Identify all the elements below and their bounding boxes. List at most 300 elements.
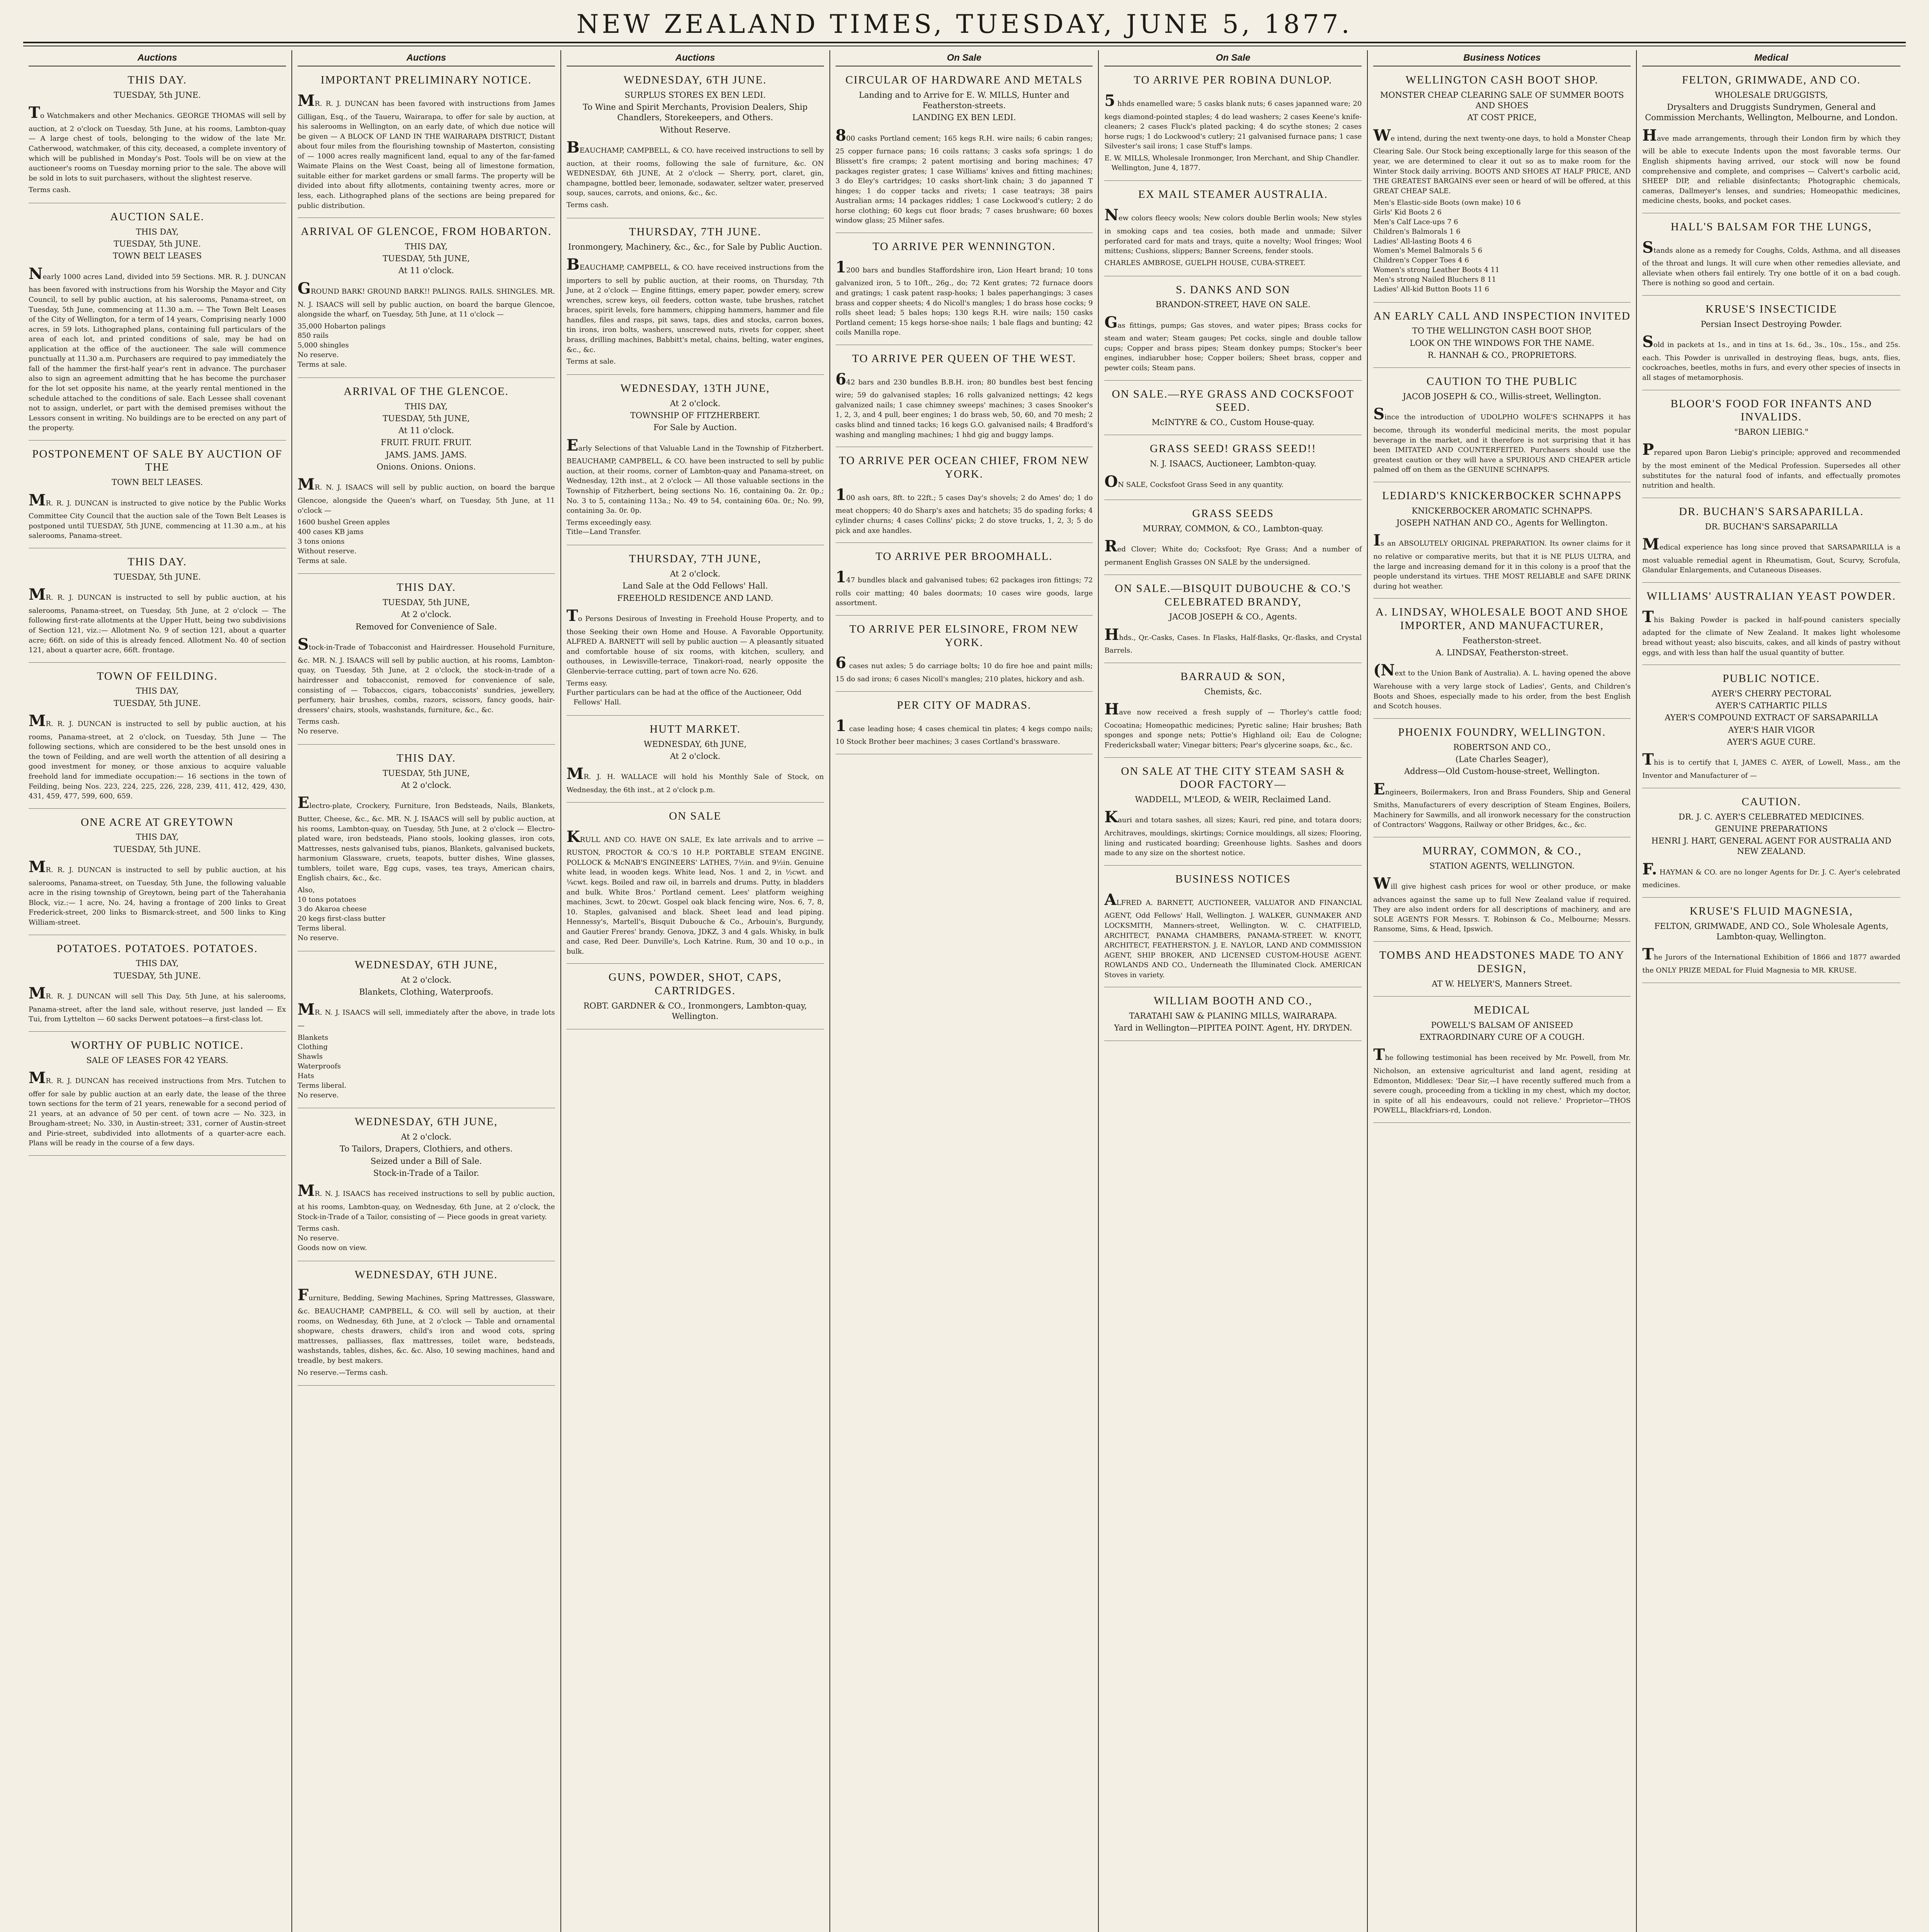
column-head: On Sale [1104,50,1362,66]
ad-title: PUBLIC NOTICE. [1723,672,1820,685]
ad-list [1104,259,1362,268]
ad-body: BEAUCHAMP, CAMPBELL, & CO. have received instructions to sell by auction, at their rooms, following the sale of furniture, &c. ON WEDNESDAY, 6th JUNE, At 2 o'clock — Sherry, port, claret, gin, champagne, bottled beer, lemonade, sodawater, seltzer water, preserved soup, sauces, carrots, and onions, &c., &c. [566,138,824,197]
column-head: Auctions [29,50,286,66]
advertisement [836,71,1093,233]
ad-title: TOMBS AND HEADSTONES MADE TO ANY DESIGN, [1379,949,1625,975]
ad-body: The following testimonial has been received by Mr. Powell, from Mr. Nicholson, an extensive agriculturist and land agent, residing at Edmonton, Middlesex: 'Dear Sir,—I have recently suffered much from a severe cough, proceeding from a tickling in my chest, which my doctor, in spite of all his endeavours, could not relieve.' Proprietor—THOS POWELL, Blackfriars-rd, London. [1373,1046,1631,1115]
ad-subheading: At 2 o'clock. [670,398,720,408]
ad-body: 1200 bars and bundles Staffordshire iron, Lion Heart brand; 10 tons galvanized iron, 5 to 10ft., 26g., do; 72 Kent grates; 72 furnace doors and gratings; 1 cask patent rasp-hooks; 1 bales paperhangings; 3 cases brass and copper sheets; 4 do Nicoll's mangles; 1 do brass hose cocks; 9 rolls sheet lead; 5 bales hops; 130 kegs R.H. wire nails; 150 casks Portland cement; 15 kegs horse-shoe nails; 1 bale flags and bunting; 42 coils Manilla rope. [835,258,1093,337]
ad-body: MR. J. H. WALLACE will hold his Monthly Sale of Stock, on Wednesday, the 6th inst., at 2 o'clock p.m. [566,765,824,794]
ad-title: CAUTION. [1742,795,1801,808]
ad-list [29,185,286,195]
ad-subheading: Persian Insect Destroying Powder. [1701,319,1842,329]
advertisement [1104,440,1362,500]
advertisement [1104,992,1362,1041]
ad-subheading: TOWNSHIP OF FITZHERBERT. [630,410,760,420]
ad-subheading: Chemists, &c. [1204,687,1262,696]
ad-subheading: At 2 o'clock. [401,780,452,790]
advertisement [1373,71,1631,303]
advertisement [1373,603,1631,719]
ad-title: TO ARRIVE PER WENNINGTON. [872,240,1056,253]
advertisement [567,720,824,803]
ad-subheading: TUESDAY, 5th JUNE. [114,698,201,708]
ad-list-item: Terms at sale. [297,556,347,565]
column-3 [561,50,830,1932]
ad-subheading: TUESDAY, 5th JUNE, [383,598,470,607]
ad-subheading: WADDELL, M'LEOD, & WEIR, Reclaimed Land. [1135,795,1331,804]
advertisement [29,940,286,1032]
ad-subheading: Yard in Wellington—PIPITEA POINT. Agent, HY. DRYDEN. [1114,1023,1352,1033]
ad-list-item: No reserve. [297,351,339,359]
ad-body: New colors fleecy wools; New colors double Berlin wools; New styles in smoking caps and tea cosies, both made and unmade; Silver perforated card for mats and trays, quite a novelty; Wool fringes; Wool mittens; Cushions, slippers; Banner Screens, fender stools. [1104,206,1362,255]
ad-title: EX MAIL STEAMER AUSTRALIA. [1138,188,1328,201]
ad-title: WELLINGTON CASH BOOT SHOP. [1405,74,1599,86]
column-head: On Sale [836,50,1093,66]
ad-title: WEDNESDAY, 6TH JUNE, [354,958,498,971]
ad-subheading: MURRAY, COMMON, & CO., Lambton-quay. [1142,524,1324,534]
advertisement [1104,385,1362,435]
ad-subheading: TARATAHI SAW & PLANING MILLS, WAIRARAPA. [1129,1011,1337,1021]
ad-subheading: TUESDAY, 5th JUNE. [114,971,201,980]
ad-list [1373,198,1631,294]
advertisement [29,813,286,935]
ad-title: POTATOES. POTATOES. POTATOES. [56,942,258,955]
ad-body: Since the introduction of UDOLPHO WOLFE'S SCHNAPPS it has become, through its wonderful medicinal merits, the most popular beverage in the market, and it therefore is not surprising that it has been IMITATED AND COUNTERFEITED. Purchasers should use the greatest caution or they will have a SPURIOUS AND CHEAPER article palmed off on them as the GENUINE SCHNAPPS. [1373,405,1631,474]
ad-list-item: Men's Calf Lace-ups 7 6 [1373,218,1458,226]
column-head: Medical [1642,50,1900,66]
ad-subheading: EXTRAORDINARY CURE OF A COUGH. [1419,1032,1585,1042]
ad-list-item: No reserve. [297,934,339,942]
ad-body: MR. R. J. DUNCAN has received instructions from Mrs. Tutchen to offer for sale by public auction at an early date, the lease of the three town sections for the term of 21 years, renewable for a second period of 21 years, at an advance of 50 per cent. of town acre — No. 323, in Brougham-street; No. 330, in Austin-street; 331, corner of Austin-street and Pirie-street, subdivided into allotments of a quarter-acre each. Plans will be ready in the course of a few days. [29,1068,286,1148]
advertisement [29,445,286,548]
ad-list-item: 3 do Akaroa cheese [297,905,367,913]
advertisement [298,749,555,951]
ad-title: BUSINESS NOTICES [1175,872,1291,885]
ad-body: MR. R. J. DUNCAN will sell This Day, 5th June, at his salerooms, Panama-street, after the land sale, without reserve, just landed — Ex Tui, from Lyttelton — 60 sacks Derwent potatoes—a first-class lot. [29,984,286,1024]
ad-subheading: JOSEPH NATHAN AND CO., Agents for Wellington. [1396,518,1608,527]
ad-title: TO ARRIVE PER QUEEN OF THE WEST. [852,352,1076,365]
ad-list [567,679,824,707]
ad-body: 6 cases nut axles; 5 do carriage bolts; 10 do fire hoe and paint mills; 15 do sad irons; 6 cases Nicoll's mangles; 210 plates, hickory and ash. [835,654,1093,684]
ad-subheading: WHOLESALE DRUGGISTS, [1714,90,1828,100]
ad-list-item: Goods now on view. [297,1243,367,1252]
ad-body: 147 bundles black and galvanised tubes; 62 packages iron fittings; 72 rolls coir matting; 40 bales doormats; 10 cases wire goods, large assortment. [835,568,1093,607]
ad-body: Prepared upon Baron Liebig's principle; approved and recommended by the most eminent of the Medical Profession. Supersedes all other substitutes for the natural food of infants, and effectually promotes nutrition and health. [1642,440,1901,490]
ad-list [298,717,555,736]
advertisement [1373,307,1631,368]
ad-body: 5 hhds enamelled ware; 5 casks blank nuts; 6 cases japanned ware; 20 kegs diamond-pointed staples; 4 do lead washers; 2 cases Keene's knife-cleaners; 2 cases Fluck's plated packing; 4 do scythe stones; 2 cases horse rugs; 1 do Lockwood's cutlery; 21 galvanised furnace pans; 1 case Silvester's sail irons; 1 case Stuff's lamps. [1104,91,1362,151]
ad-list-item: Terms cash. [29,186,71,194]
ad-list-item: Clothing [297,1043,328,1051]
ad-subheading: McINTYRE & CO., Custom House-quay. [1151,418,1314,427]
ad-body: To Watchmakers and other Mechanics. GEORGE THOMAS will sell by auction, at 2 o'clock on Tuesday, 5th June, at his rooms, Lambton-quay — A large chest of tools, belonging to the widow of the late Mr. Catherwood, watchmaker, of this city, deceased, a complete inventory of which will be published in Monday's Post. Tools will be on view at the auctioneer's rooms on Tuesday morning prior to the sale. The above will be sold in lots to suit purchasers, without the slightest reserve. [29,104,286,182]
ad-list-item: Waterproofs [297,1062,341,1071]
advertisement [567,807,824,964]
columns [23,50,1906,1932]
ad-list-item: Terms cash. [297,718,340,726]
ad-title: MURRAY, COMMON, & CO., [1422,844,1582,857]
ad-list-item: Hats [297,1071,314,1080]
ad-title: ON SALE [669,810,722,822]
ad-subheading: THIS DAY, [136,832,179,842]
ad-body: Have now received a fresh supply of — Thorley's cattle food; Cocoatina; Homeopathic medicines; Pyretic saline; Hair brushes; Bath sponges and sponge nets; Pottie's Highland oil; Eau de Cologne; Fredericksball water; Vinegar bitters; Pear's glycerine soaps, &c., &c. [1104,700,1362,750]
ad-subheading: Land Sale at the Odd Fellows' Hall. [622,581,768,591]
masthead: NEW ZEALAND TIMES, TUESDAY, JUNE 5, 1877. [576,9,1353,39]
ad-list-item: Terms exceedingly easy. [566,518,652,527]
ad-body: Have made arrangements, through their London firm by which they will be able to execute Indents upon the most favorable terms. Our English shipments having arrived, our stock will now be found comprehensive and complete, and comprises — Calvert's carbolic acid, SHEEP DIP, and reliable disinfectants; Photographic chemicals, cameras, Dallmeyer's lenses, and sundries; Homeopathic medicines, medicine chests, books, and pocket cases. [1642,126,1901,205]
ad-list-item: Blankets [297,1033,329,1042]
ad-list-item: 850 rails [297,332,329,340]
ad-list-item: Terms at sale. [297,360,347,369]
ad-title: TO ARRIVE PER BROOMHALL. [875,550,1053,563]
ad-subheading: Address—Old Custom-house-street, Wellington. [1404,767,1600,776]
ad-body: Will give highest cash prices for wool or other produce, or make advances against the same up to full New Zealand value if required. They are also indent orders for all descriptions of machinery, and are SOLE AGENTS FOR Messrs. T. Robinson & Co., Melbourne; Messrs. Ransome, Sims, & Head, Ipswich. [1373,874,1631,934]
ad-body: MR. R. J. DUNCAN is instructed to sell by public auction, at his rooms, Panama-street, at 2 o'clock, on Tuesday, 5th June — The following sections, which are considered to be the best unsold ones in the town of Feilding, and are well worth the attention of all desiring a good investment for money, or those anxious to acquire valuable freehold land for immediate occupation:— 16 sections in the town of Feilding, being Nos. 223, 224, 225, 226, 228, 239, 411, 412, 429, 430, 431, 459, 477, 599, 600, 659. [29,712,286,801]
ad-subheading: ROBT. GARDNER & CO., Ironmongers, Lambton-quay, Wellington. [583,1001,807,1021]
ad-subheading: DR. BUCHAN'S SARSAPARILLA [1705,522,1838,531]
ad-title: THURSDAY, 7TH JUNE. [629,225,761,238]
ad-title: GUNS, POWDER, SHOT, CAPS, CARTRIDGES. [608,971,782,997]
ad-title: DR. BUCHAN'S SARSAPARILLA. [1679,505,1864,518]
advertisement [298,578,555,744]
ad-subheading: TOWN BELT LEASES [112,251,202,261]
ad-subheading: Drysalters and Druggists Sundrymen, General and Commission Merchants, Wellington, Melbourne, and London. [1645,102,1898,122]
ad-list-item: 400 cases KB jams [297,528,364,536]
ad-title: PHOENIX FOUNDRY, WELLINGTON. [1398,726,1606,738]
ad-subheading: TUESDAY, 5th JUNE, [383,254,470,264]
advertisement [567,223,824,375]
ad-title: TO ARRIVE PER OCEAN CHIEF, FROM NEW YORK. [839,454,1090,480]
ad-subheading: AT COST PRICE, [1467,113,1537,122]
ad-subheading: STATION AGENTS, WELLINGTON. [1429,861,1575,871]
ad-subheading: A. LINDSAY, Featherston-street. [1435,648,1569,658]
ad-subheading: THIS DAY, [136,959,179,968]
advertisement [1642,670,1900,788]
ad-subheading: ROBERTSON AND CO., [1453,742,1551,752]
ad-list [567,201,824,210]
ad-title: THIS DAY. [128,74,187,86]
ad-subheading: THIS DAY, [405,242,448,251]
ad-list-item: Further particulars can be had at the office of the Auctioneer, Odd Fellows' Hall. [566,689,802,707]
ad-list-item: No reserve. [297,1234,339,1243]
ad-title: HUTT MARKET. [649,723,741,736]
advertisement [29,667,286,809]
ad-subheading: AYER'S CHERRY PECTORAL [1711,689,1831,698]
ad-subheading: Ironmongery, Machinery, &c., &c., for Sale by Public Auction. [568,242,822,252]
advertisement [29,1036,286,1156]
ad-body: The Jurors of the International Exhibition of 1866 and 1877 awarded the ONLY PRIZE MEDAL for Fluid Magnesia to MR. KRUSE. [1642,945,1901,975]
ad-title: THURSDAY, 7TH JUNE, [629,553,761,565]
ad-subheading: LOOK ON THE WINDOWS FOR THE NAME. [1410,338,1595,348]
ad-body: MR. R. J. DUNCAN has been favored with instructions from James Gilligan, Esq., of the Taueru, Wairarapa, to offer for sale by auction, at his salerooms in Wellington, on an early date, of which due notice will be given — A BLOCK OF LAND IN THE WAIRARAPA DISTRICT, Distant about four miles from the flourishing township of Masterton, consisting of — 1000 acres really magnificent land, equal to any of the far-famed Waimate Plains on the West Coast, being all of limestone formation, suitable either for market gardens or small farms. The property will be divided into about fifty allotments, containing twenty acres, more or less, each. Lithographed plans of the sections are being prepared for public distribution. [297,91,555,210]
ad-list [298,886,555,943]
ad-subheading: AT W. HELYER'S, Manners Street. [1432,979,1573,988]
ad-subheading: AYER'S HAIR VIGOR [1728,725,1815,735]
ad-subheading: JACOB JOSEPH & CO., Agents. [1169,612,1297,622]
advertisement [836,350,1093,447]
ad-title: WILLIAM BOOTH AND CO., [1154,995,1313,1007]
ad-body: ON SALE, Cocksfoot Grass Seed in any quantity. [1104,472,1284,491]
advertisement [1642,503,1900,583]
ad-body: Hhds., Qr.-Casks, Cases. In Flasks, Half-flasks, Qr.-flasks, and Crystal Barrels. [1104,625,1362,655]
ad-subheading: To Wine and Spirit Merchants, Provision Dealers, Ship Chandlers, Storekeepers, and Others. [582,102,808,122]
ad-body: Is an ABSOLUTELY ORIGINAL PREPARATION. Its owner claims for it no relative or comparative merits, but that it is NE PLUS ULTRA, and the large and increasing demand for it in this colony is a proof that the people understand its virtues. THE MOST RELIABLE and SAFE DRINK during hot weather. [1373,531,1631,590]
ad-list-item: Men's strong Nailed Bluchers 8 11 [1373,275,1497,284]
advertisement [1642,300,1900,390]
ad-subheading: LANDING EX BEN LEDI. [912,113,1016,122]
column-6 [1368,50,1637,1932]
ad-subheading: Featherston-street. [1462,636,1542,645]
ad-body: Medical experience has long since proved that SARSAPARILLA is a most valuable remedial agent in Rheumatism, Gout, Scurvy, Scrofula, Glandular Enlargements, and Cutaneous Diseases. [1642,535,1901,575]
advertisement [1373,372,1631,482]
ad-list-item: 20 kegs first-class butter [297,915,386,923]
ad-list-item: Girls' Kid Boots 2 6 [1373,208,1442,217]
ad-subheading: AYER'S COMPOUND EXTRACT OF SARSAPARILLA [1665,713,1878,723]
ad-subheading: Seized under a Bill of Sale. [370,1156,482,1166]
advertisement [29,208,286,440]
ad-list-item: Children's Copper Toes 4 6 [1373,256,1469,265]
ad-subheading: GENUINE PREPARATIONS [1715,824,1828,833]
advertisement [1104,281,1362,381]
column-4 [830,50,1099,1932]
advertisement [1104,668,1362,758]
ad-list-item: Terms liberal. [297,1081,347,1090]
ad-title: WEDNESDAY, 6TH JUNE, [354,1116,498,1128]
ad-list-item: Shawls [297,1053,323,1061]
ad-title: IMPORTANT PRELIMINARY NOTICE. [320,74,532,86]
ad-list-item: 1600 bushel Green apples [297,518,390,527]
ad-list-item: 3 tons onions [297,537,345,546]
ad-title: WORTHY OF PUBLIC NOTICE. [70,1039,244,1051]
ad-list-item: 35,000 Hobarton palings [297,322,386,330]
ad-subheading: (Late Charles Seager), [1455,754,1549,764]
advertisement [1104,185,1362,276]
ad-list [298,1224,555,1253]
ad-list [298,322,555,370]
ad-title: FELTON, GRIMWADE, AND CO. [1682,74,1861,86]
ad-title: TO ARRIVE PER ROBINA DUNLOP. [1134,74,1333,86]
ad-subheading: Onions. Onions. Onions. [376,462,476,472]
ad-subheading: At 2 o'clock. [401,610,452,619]
advertisement [1642,902,1900,983]
ad-title: AUCTION SALE. [110,211,204,223]
ad-subheading: At 11 o'clock. [398,426,454,435]
ad-list-item: Terms liberal. [297,924,347,933]
ad-subheading: POWELL'S BALSAM OF ANISEED [1431,1020,1573,1030]
advertisement [1104,505,1362,575]
ad-subheading: At 2 o'clock. [401,975,452,985]
ad-body: Furniture, Bedding, Sewing Machines, Spring Mattresses, Glassware, &c. BEAUCHAMP, CAMPBELL, & CO. will sell by auction, at their rooms, on Wednesday, 6th June, at 2 o'clock — Table and ornamental shopware, chests drawers, child's iron and wood cots, spring mattresses, palliasses, flax mattresses, toilet ware, bedsteads, washstands, tables, dishes, &c. &c. Also, 10 sewing machines, hand and treadle, by best makers. [297,1286,555,1365]
ad-title: WEDNESDAY, 13TH JUNE, [620,382,770,395]
ad-title: WILLIAMS' AUSTRALIAN YEAST POWDER. [1646,590,1896,602]
ad-list-item: Ladies' All-lasting Boots 4 6 [1373,237,1472,245]
advertisement [567,550,824,716]
ad-title: CAUTION TO THE PUBLIC [1426,375,1578,388]
ad-body: We intend, during the next twenty-one days, to hold a Monster Cheap Clearing Sale. Our Stock being exceptionally large for this season of the year, we are determined to clear it out so as to make room for the Winter Stock daily arriving. BOOTS AND SHOES AT HALF PRICE, AND THE GREATEST BARGAINS ever seen or heard of will be offered, at this GREAT CHEAP SALE. [1373,126,1631,195]
ad-list-item: Men's Elastic-side Boots (own make) 10 6 [1373,199,1521,207]
advertisement [1373,842,1631,942]
advertisement [1642,793,1900,898]
ad-subheading: SURPLUS STORES EX BEN LEDI. [625,90,766,100]
ad-list-item: Terms at sale. [566,357,616,366]
ad-title: ON SALE.—RYE GRASS AND COCKSFOOT SEED. [1112,388,1354,414]
advertisement [1373,1001,1631,1123]
masthead-rule [23,42,1906,43]
ad-title: CIRCULAR OF HARDWARE AND METALS [845,74,1083,86]
ad-subheading: WEDNESDAY, 6th JUNE, [644,739,747,749]
ad-list-item: Terms cash. [297,1225,340,1233]
advertisement [836,452,1093,543]
ad-title: BARRAUD & SON, [1180,670,1286,683]
ad-list-item: CHARLES AMBROSE, GUELPH HOUSE, CUBA-STREET. [1104,259,1306,267]
ad-list [1104,154,1362,173]
ad-body: Nearly 1000 acres Land, divided into 59 Sections. MR. R. J. DUNCAN has been favored with instructions from his Worship the Mayor and City Council, to sell by public auction, at his salerooms, Panama-street, on Tuesday, 5th June, commencing at 11.30 a.m. — The Town Belt Leases of the City of Wellington, for a term of 14 years, Comprising nearly 1000 acres, in 59 lots. Lithographed plans, containing full particulars of the area of each lot, and printed conditions of sale, may be had on application at the office of the auctioneer. The sale will commence punctually at 11.30 a.m. Purchasers are required to pay immediately the fall of the hammer the first-half year's rent in advance. The purchaser also to sign an agreement admitting that he has become the purchaser for the lot set opposite his name, at the yearly rental mentioned in the schedule attached to the conditions of sale. Each Lessee shall covenant not to assign, underlet, or part with the demised premises without the Lessors consent in writing. No buildings are to be erected on any part of the property. [29,264,286,432]
ad-list-item: Women's Memel Balmorals 5 6 [1373,247,1483,255]
ad-body: Stock-in-Trade of Tobacconist and Hairdresser. Household Furniture, &c. MR. N. J. ISAACS will sell by public auction, at his rooms, Lambton-quay, on Tuesday, 5th June, at 2 o'clock, the stock-in-trade of a hairdresser and tobacconist, removed for convenience of sale, consisting of — Tobaccos, cigars, tobacconists' sundries, jewellery, perfumery, hair brushes, combs, razors, scissors, fancy goods, hair-dressers' chairs, stools, washstands, furniture, &c., &c. [297,635,555,714]
ad-title: KRUSE'S INSECTICIDE [1705,303,1837,315]
advertisement [1642,218,1900,296]
ad-title: THIS DAY. [397,581,456,594]
ad-body: Stands alone as a remedy for Coughs, Colds, Asthma, and all diseases of the throat and lungs. It will cure when other remedies alleviate, and alleviate when others fail entirely. Try one bottle of it on a bad cough. There is nothing so good and certain. [1642,238,1901,287]
ad-subheading: TUESDAY, 5th JUNE. [114,239,201,249]
ad-body: GROUND BARK! GROUND BARK!! PALINGS. RAILS. SHINGLES. MR. N. J. ISAACS will sell by public auction, on board the barque Glencoe, alongside the wharf, on Tuesday, 5th June, at 11 o'clock — [297,279,555,319]
ad-list [298,1033,555,1100]
ad-subheading: TOWN BELT LEASES. [111,478,203,487]
ad-subheading: R. HANNAH & CO., PROPRIETORS. [1427,350,1577,360]
advertisement [1373,487,1631,599]
ad-title: GRASS SEED! GRASS SEED!! [1150,442,1316,455]
advertisement [298,223,555,378]
ad-subheading: FELTON, GRIMWADE, AND CO., Sole Wholesale Agents, Lambton-quay, Wellington. [1654,921,1888,942]
ad-subheading: TO THE WELLINGTON CASH BOOT SHOP, [1412,326,1592,336]
ad-subheading: For Sale by Auction. [653,423,737,432]
advertisement [298,956,555,1109]
advertisement [567,379,824,545]
column-1 [23,50,292,1932]
ad-subheading: AYER'S CATHARTIC PILLS [1715,701,1827,711]
ad-subheading: FRUIT. FRUIT. FRUIT. [381,438,472,447]
ad-body: MR. N. J. ISAACS will sell by public auction, on board the barque Glencoe, alongside the Queen's wharf, on Tuesday, 5th June, at 11 o'clock — [297,475,555,515]
ad-body: Electro-plate, Crockery, Furniture, Iron Bedsteads, Nails, Blankets, Butter, Cheese, &c., &c. MR. N. J. ISAACS will sell by public auction, at his rooms, Lambton-quay, on Tuesday, 5th June, at 2 o'clock — Electro-plated ware, iron bedsteads, Piano stools, looking glasses, iron cots, Mattresses, nests galvanised tubs, pianos, Blankets, galvanised buckets, harmonium Glassware, cruets, teapots, butter dishes, Wine glasses, tumblers, toilet ware, Egg cups, vases, tea trays, American chairs, English chairs, &c., &c. [297,794,555,883]
ad-body: MR. N. J. ISAACS will sell, immediately after the above, in trade lots — [297,1000,555,1030]
ad-title: BLOOR'S FOOD FOR INFANTS AND INVALIDS. [1670,397,1872,423]
ad-list-item: No reserve.—Terms cash. [297,1368,388,1377]
ad-body: This Baking Powder is packed in half-pound canisters specially adapted for the climate of New Zealand. It makes light wholesome bread without yeast; also biscuits, cakes, and all kinds of pastry without eggs, and with less than half the usual quantity of butter. [1642,607,1901,657]
ad-title: A. LINDSAY, WHOLESALE BOOT AND SHOE IMPORTER, AND MANUFACTURER, [1375,606,1629,632]
ad-title: TOWN OF FEILDING. [97,670,218,682]
ad-body: Sold in packets at 1s., and in tins at 1s. 6d., 3s., 10s., 15s., and 25s. each. This Powder is unrivalled in destroying fleas, bugs, ants, flies, cockroaches, beetles, moths in furs, and every other species of insects in all stages of metamorphosis. [1642,333,1901,382]
ad-subheading: THIS DAY, [136,686,179,696]
ad-title: GRASS SEEDS [1192,507,1274,520]
ad-title: ON SALE AT THE CITY STEAM SASH & DOOR FACTORY— [1121,765,1345,791]
ad-subheading: DR. J. C. AYER'S CELEBRATED MEDICINES. [1679,812,1864,821]
ad-body: MR. R. J. DUNCAN is instructed to give notice by the Public Works Committee City Council that the auction sale of the Town Belt Leases is postponed until TUESDAY, 5th JUNE, commencing at 11.30 a.m., at his salerooms, Panama-street. [29,491,286,540]
ad-title: ARRIVAL OF GLENCOE, FROM HOBARTON. [301,225,552,238]
ad-subheading: TUESDAY, 5th JUNE. [114,844,201,854]
ad-subheading: JACOB JOSEPH & CO., Willis-street, Wellington. [1403,391,1601,401]
ad-body: (Next to the Union Bank of Australia). A. L. having opened the above Warehouse with a very large stock of Ladies', Gents, and Children's Boots and Shoes, especially made to his order, from the best English and Scotch houses. [1373,661,1631,711]
column-5 [1099,50,1368,1932]
ad-subheading: At 2 o'clock. [670,569,720,579]
ad-body: 100 ash oars, 8ft. to 22ft.; 5 cases Day's shovels; 2 do Ames' do; 1 do meat choppers; 40 do Sharp's axes and hatchets; 35 do spading forks; 4 cylinder churns; 4 cases Collins' picks; 2 do stove trucks, 1, 2, 3; 5 do pick and axe handles. [835,485,1093,535]
ad-title: ON SALE.—BISQUIT DUBOUCHE & CO.'S CELEBRATED BRANDY, [1115,582,1352,608]
ad-body: MR. N. J. ISAACS has received instructions to sell by public auction, at his rooms, Lambton-quay, on Wednesday, 6th June, at 2 o'clock, the Stock-in-Trade of a Tailor, consisting of — Piece goods in great variety. [297,1182,555,1221]
ad-title: PER CITY OF MADRAS. [897,699,1032,711]
ad-body: Red Clover; White do; Cocksfoot; Rye Grass; And a number of permanent English Grasses ON SALE by the undersigned. [1104,537,1362,567]
advertisement [1104,580,1362,663]
ad-subheading: Landing and to Arrive for E. W. MILLS, Hunter and Featherston-streets. [859,90,1069,111]
advertisement [298,383,555,574]
ad-subheading: THIS DAY, [405,401,448,411]
ad-title: S. DANKS AND SON [1176,283,1291,296]
ad-list-item: Terms easy. [566,679,608,687]
ad-subheading: TUESDAY, 5th JUNE, [383,413,470,423]
ad-title: ARRIVAL OF THE GLENCOE. [344,385,509,398]
column-head: Auctions [298,50,555,66]
ad-list-item: Terms cash. [566,201,609,209]
advertisement [298,1113,555,1261]
ad-title: WEDNESDAY, 6TH JUNE. [354,1268,498,1281]
ad-subheading: TUESDAY, 5th JUNE. [114,572,201,582]
ad-body: 1 case leading hose; 4 cases chemical tin plates; 4 kegs compo nails; 10 Stock Brother beer machines; 3 cases Cortland's brassware. [835,716,1093,746]
ad-subheading: TUESDAY, 5th JUNE, [383,768,470,778]
ad-list-item: 5,000 shingles [297,341,349,350]
ad-title: AN EARLY CALL AND INSPECTION INVITED [1373,310,1631,322]
ad-body: BEAUCHAMP, CAMPBELL, & CO. have received instructions from the importers to sell by public auction, at their rooms, on Thursday, 7th June, at 2 o'clock — Engine fittings, emery paper, powder emery, screw wrenches, screw keys, oil feeders, cotton waste, tube brushes, ratchet braces, spirit levels, fore hammers, chipping hammers, hammer and file handles, files and rasps, pit saws, taps, dies and stocks, carron boxes, tin irons, iron bolts, washers, unscrewed nuts, rivets for copper, sheet brass, drilling machines, Babbitt's metal, chains, belting, water engines, &c., &c. [566,255,824,354]
ad-list-item: Women's strong Leather Boots 4 11 [1373,266,1500,274]
ad-subheading: BRANDON-STREET, HAVE ON SALE. [1155,300,1311,310]
column-head: Business Notices [1373,50,1631,66]
advertisement [836,238,1093,345]
ad-body: F. HAYMAN & CO. are no longer Agents for Dr. J. C. Ayer's celebrated medicines. [1642,860,1901,889]
ad-list [567,357,824,367]
ad-list-item: Also, [297,886,315,894]
advertisement [836,548,1093,616]
advertisement [1373,723,1631,837]
ad-body: This is to certify that I, JAMES C. AYER, of Lowell, Mass., am the Inventor and Manufacturer of — [1642,750,1901,780]
ad-subheading: To Tailors, Drapers, Clothiers, and others. [339,1144,513,1154]
ad-body: ALFRED A. BARNETT, AUCTIONEER, VALUATOR AND FINANCIAL AGENT, Odd Fellows' Hall, Wellington. J. WALKER, GUNMAKER AND LOCKSMITH, Manners-street, Wellington. W. C. CHATFIELD, ARCHITECT, PANAMA CHAMBERS, PANAMA-STREET. W. KNOTT, ARCHITECT, FEATHERSTON. J. E. NAYLOR, LAND AND COMMISSION AGENT, SHIP BROKER, AND LICENSED CUSTOM-HOUSE AGENT. ROWLANDS AND CO., Underneath the Illuminated Clock. AMERICAN Stoves in variety. [1104,890,1362,979]
advertisement [1642,395,1900,498]
ad-body: Gas fittings, pumps; Gas stoves, and water pipes; Brass cocks for steam and water; Steam gauges; Pet cocks, single and double tallow cups; Copper and brass pipes; Steam donkey pumps; Stocker's beer engines, indiarubber hose; Copper boilers; Sheet brass, copper and pewter coils; Steam pans. [1104,313,1362,372]
ad-body: To Persons Desirous of Investing in Freehold House Property, and to those Seeking their own Home and House. A Favorable Opportunity. ALFRED A. BARNETT will sell by public auction — A pleasantly situated and comfortable house of six rooms, with kitchen, scullery, and outhouses, in Lewisville-terrace, Tinakori-road, nearly opposite the Glenbervie-terrace cutting, part of town acre No. 626. [566,607,824,675]
ad-subheading: N. J. ISAACS, Auctioneer, Lambton-quay. [1149,459,1316,469]
ad-subheading: HENRI J. HART, GENERAL AGENT FOR AUSTRALIA AND NEW ZEALAND. [1651,836,1892,856]
ad-subheading: Removed for Convenience of Sale. [355,622,497,631]
ad-subheading: Stock-in-Trade of a Tailor. [373,1168,479,1178]
ad-list [298,1368,555,1378]
ad-subheading: KNICKERBOCKER AROMATIC SCHNAPPS. [1411,506,1592,515]
ad-body: 642 bars and 230 bundles B.B.H. iron; 80 bundles best best fencing wire; 59 do galvanised staples; 16 rolls galvanized nettings; 42 kegs galvanized nails; 1 case chimney sweeps' machines; 3 cases Snooker's 1, 2, 3, and 4 pull, beer engines; 1 do brass web, 50, 60, and 70 mesh; 2 casks blind and tinned tacks; 16 kegs G.O. galvanised nails; 4 Bradford's washing and mangling machines; 1 hhd gig and buggy lamps. [835,370,1093,439]
ad-title: HALL'S BALSAM FOR THE LUNGS, [1670,220,1872,233]
ad-subheading: At 11 o'clock. [398,266,454,276]
ad-list-item: E. W. MILLS, Wholesale Ironmonger, Iron Merchant, and Ship Chandler. Wellington, June 4, 1877. [1104,154,1360,172]
ad-list [298,518,555,566]
advertisement [29,71,286,203]
ad-list-item: Without reserve. [297,547,357,555]
ad-body: Early Selections of that Valuable Land in the Township of Fitzherbert. BEAUCHAMP, CAMPBELL, & CO. have been instructed to sell by public auction, at their rooms, corner of Lambton-quay and Panama-street, on Wednesday, 12th inst., at 2 o'clock — All those valuable sections in the Township of Fitzherbert, being sections No. 16, containing 0a. 2r. 0p.; No. 3 to 5, containing 113a.; No. 49 to 54, containing 60a. 0r.; No. 99, containing 3a. 0r. 0p. [566,436,824,515]
ad-body: Kauri and totara sashes, all sizes; Kauri, red pine, and totara doors; Architraves, mouldings, skirtings; Cornice mouldings, all sizes; Flooring, lining and rusticated boarding; Greenhouse lights. Sashes and doors made to any size on the shortest notice. [1104,808,1362,857]
column-head: Auctions [567,50,824,66]
ad-title: ONE ACRE AT GREYTOWN [81,816,234,828]
advertisement [1104,870,1362,987]
ad-title: TO ARRIVE PER ELSINORE, FROM NEW YORK. [849,622,1079,649]
advertisement [567,71,824,218]
ad-body: KRULL AND CO. HAVE ON SALE, Ex late arrivals and to arrive — RUSTON, PROCTOR & CO.'S 10 H.P. PORTABLE STEAM ENGINE. POLLOCK & McNAB'S ENGINEERS' LATHES, 7½in. and 9½in. Genuine white lead, in wooden kegs. White lead, Nos. 1 and 2, in ½cwt. and ¼cwt. kegs. Boiled and raw oil, in barrels and drums. Putty, in bladders and bulk. White Bros.' Portland cement. Lees' platform weighing machines, 3cwt. to 20cwt. Gospel oak black fencing wire, Nos. 6, 7, 8, 10. Staples, galvanised and black. Sheet lead and lead piping. Hennessy's, Martell's, Bisquit Dubouche & Co., Arbouin's, Burgundy, and Gautier Freres' brandy. Genova, JDKZ, 3 and 4 gals. Whisky, in bulk and case, Red Deer. Dunville's, Loch Katrine. Rum, 30 and 10 o.p., in bulk. [566,827,824,956]
ad-subheading: Blankets, Clothing, Waterproofs. [359,987,494,997]
advertisement [1642,587,1900,665]
ad-subheading: SALE OF LEASES FOR 42 YEARS. [86,1055,228,1065]
